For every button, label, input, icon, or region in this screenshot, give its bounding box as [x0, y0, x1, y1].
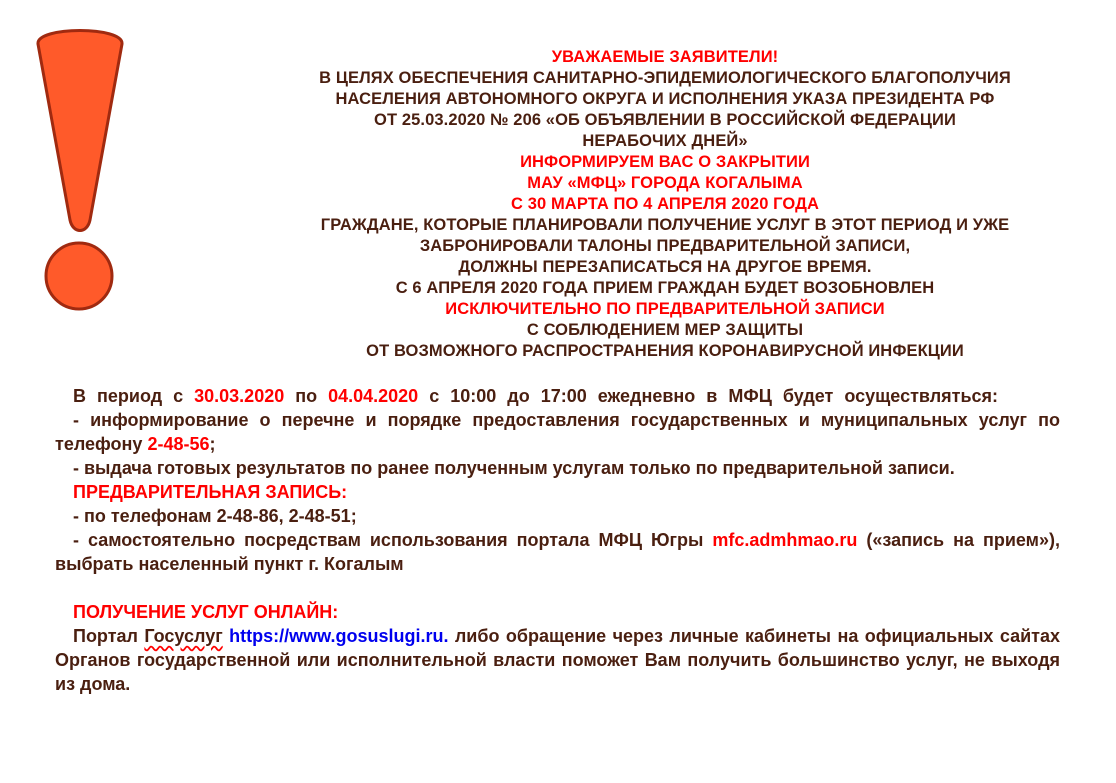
- phone-number: 2-48-56: [147, 434, 210, 454]
- paragraph-online: [55, 624, 1060, 696]
- text: либо обращение через личные кабинеты на официальных сайтах Органов государственной или исполнительной власти поможет Вам получить большинство услуг, не выходя из дома.: [55, 626, 1060, 694]
- mfc-site-link[interactable]: mfc.admhmao.ru: [712, 530, 858, 550]
- gosuslugi-link[interactable]: https://www.gosuslugi.ru.: [229, 626, 449, 646]
- date-end: 04.04.2020: [328, 386, 419, 406]
- text: до: [496, 386, 541, 406]
- paragraph-schedule: [55, 384, 1060, 408]
- header-line: С СОБЛЮДЕНИЕМ МЕР ЗАЩИТЫ: [526, 321, 804, 339]
- paragraph-portal: [55, 528, 1060, 576]
- text: («запись на прием»), выбрать населенный пункт г. Когалым: [55, 530, 1060, 574]
- header-line: ДОЛЖНЫ ПЕРЕЗАПИСАТЬСЯ НА ДРУГОЕ ВРЕМЯ.: [458, 258, 872, 276]
- text: ;: [209, 434, 216, 454]
- header-line: ГРАЖДАНЕ, КОТОРЫЕ ПЛАНИРОВАЛИ ПОЛУЧЕНИЕ УСЛУГ В ЭТОТ ПЕРИОД И УЖЕ: [320, 216, 1010, 234]
- paragraph-results: - выдача готовых результатов по ранее полученным услугам только по предварительной записи.: [73, 458, 955, 478]
- header-line: ИНФОРМИРУЕМ ВАС О ЗАКРЫТИИ: [520, 153, 810, 171]
- date-start: 30.03.2020: [194, 386, 285, 406]
- exclamation-mark-icon: [30, 22, 130, 322]
- text: ежедневно в МФЦ будет осуществляться:: [586, 386, 999, 406]
- gosuslugi-word: Госуслуг: [144, 626, 223, 646]
- text: - самостоятельно посредствам использования портала МФЦ Югры: [73, 530, 713, 550]
- announcement-body: [55, 384, 1060, 696]
- time-start: 10:00: [450, 386, 497, 406]
- heading-appointment: ПРЕДВАРИТЕЛЬНАЯ ЗАПИСЬ:: [73, 482, 348, 502]
- text: - информирование о перечне и порядке предоставления государственных и муниципальных услуг по телефону: [55, 410, 1060, 454]
- header-line: НАСЕЛЕНИЯ АВТОНОМНОГО ОКРУГА И ИСПОЛНЕНИЯ УКАЗА ПРЕЗИДЕНТА РФ: [335, 90, 995, 108]
- paragraph-informing: [55, 408, 1060, 456]
- text: с: [418, 386, 451, 406]
- paragraph-phones: - по телефонам 2-48-86, 2-48-51;: [73, 506, 357, 526]
- header-line: ОТ ВОЗМОЖНОГО РАСПРОСТРАНЕНИЯ КОРОНАВИРУСНОЙ ИНФЕКЦИИ: [366, 342, 964, 360]
- heading-online: ПОЛУЧЕНИЕ УСЛУГ ОНЛАЙН:: [73, 602, 339, 622]
- text: В период с: [73, 386, 195, 406]
- text: по: [284, 386, 329, 406]
- time-end: 17:00: [540, 386, 587, 406]
- header-line: МАУ «МФЦ» ГОРОДА КОГАЛЫМА: [527, 174, 803, 192]
- header-line: ОТ 25.03.2020 № 206 «ОБ ОБЪЯВЛЕНИИ В РОССИЙСКОЙ ФЕДЕРАЦИИ: [374, 111, 956, 129]
- text: Портал: [73, 626, 145, 646]
- announcement-header: [200, 47, 1116, 362]
- header-line: С 30 МАРТА ПО 4 АПРЕЛЯ 2020 ГОДА: [511, 195, 819, 213]
- exclamation-dot: [46, 243, 112, 309]
- exclamation-bar: [38, 31, 122, 231]
- header-line: С 6 АПРЕЛЯ 2020 ГОДА ПРИЕМ ГРАЖДАН БУДЕТ ВОЗОБНОВЛЕН: [395, 279, 935, 297]
- header-line: В ЦЕЛЯХ ОБЕСПЕЧЕНИЯ САНИТАРНО-ЭПИДЕМИОЛОГИЧЕСКОГО БЛАГОПОЛУЧИЯ: [319, 69, 1011, 87]
- header-title: УВАЖАЕМЫЕ ЗАЯВИТЕЛИ!: [551, 48, 779, 66]
- spacer: [55, 576, 1060, 600]
- header-line: ИСКЛЮЧИТЕЛЬНО ПО ПРЕДВАРИТЕЛЬНОЙ ЗАПИСИ: [445, 300, 885, 318]
- header-line: ЗАБРОНИРОВАЛИ ТАЛОНЫ ПРЕДВАРИТЕЛЬНОЙ ЗАПИСИ,: [419, 237, 911, 255]
- header-line: НЕРАБОЧИХ ДНЕЙ»: [582, 132, 748, 150]
